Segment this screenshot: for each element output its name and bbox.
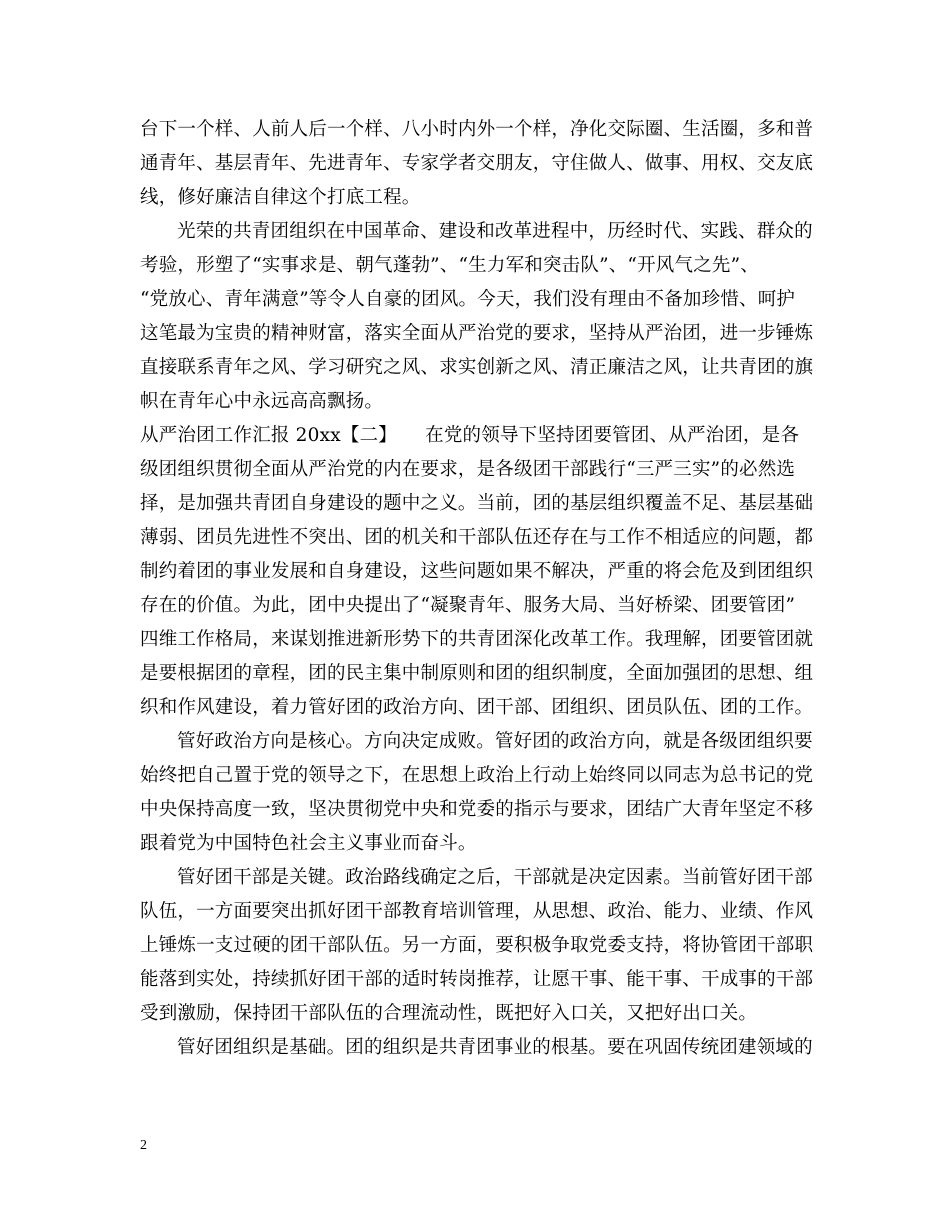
- text-line: 跟着党为中国特色社会主义事业而奋斗。: [140, 833, 477, 854]
- text-line: 制约着团的事业发展和自身建设，这些问题如果不解决，严重的将会危及到团组织: [140, 561, 814, 582]
- text-line: 存在的价值。为此，团中央提出了“凝聚青年、服务大局、当好桥梁、团要管团”: [140, 595, 796, 616]
- text-line: 直接联系青年之风、学习研究之风、求实创新之风、清正廉洁之风，让共青团的旗: [140, 357, 814, 378]
- paragraph: [140, 113, 812, 215]
- text-line: 上锤炼一支过硬的团干部队伍。另一方面，要积极争取党委支持，将协管团干部职: [140, 935, 814, 956]
- text-line: 始终把自己置于党的领导之下，在思想上政治上行动上始终同以同志为总书记的党: [140, 765, 814, 786]
- text-line: 考验，形塑了“实事求是、朝气蓬勃”、“生力军和突击队”、“开风气之先”、: [140, 255, 759, 276]
- text-line: 通青年、基层青年、先进青年、专家学者交朋友，守住做人、做事、用权、交友底: [140, 153, 814, 174]
- text-line: 帜在青年心中永远高高飘扬。: [140, 391, 384, 412]
- text-line: 线，修好廉洁自律这个打底工程。: [140, 187, 421, 208]
- text-line: 从严治团工作汇报 20xx【二】 在党的领导下坚持团要管团、从严治团，是各: [140, 425, 800, 446]
- text-line: 四维工作格局，来谋划推进新形势下的共青团深化改革工作。我理解，团要管团就: [140, 629, 814, 650]
- paragraph: [140, 215, 812, 419]
- page-number: 2: [140, 1138, 147, 1153]
- text-line: 中央保持高度一致，坚决贯彻党中央和党委的指示与要求，团结广大青年坚定不移: [140, 799, 814, 820]
- paragraph: [140, 1031, 812, 1065]
- text-line: 是要根据团的章程，团的民主集中制原则和团的组织制度，全面加强团的思想、组: [140, 663, 814, 684]
- text-line: 管好政治方向是核心。方向决定成败。管好团的政治方向，就是各级团组织要: [177, 731, 813, 752]
- text-line: 管好团组织是基础。团的组织是共青团事业的根基。要在巩固传统团建领域的: [177, 1037, 813, 1058]
- text-line: 级团组织贯彻全面从严治党的内在要求，是各级团干部践行“三严三实”的必然选: [140, 459, 796, 480]
- text-line: 择，是加强共青团自身建设的题中之义。当前，团的基层组织覆盖不足、基层基础: [140, 493, 814, 514]
- text-line: 能落到实处，持续抓好团干部的适时转岗推荐，让愿干事、能干事、干成事的干部: [140, 969, 814, 990]
- text-line: 管好团干部是关键。政治路线确定之后，干部就是决定因素。当前管好团干部: [177, 867, 813, 888]
- text-line: 台下一个样、人前人后一个样、八小时内外一个样，净化交际圈、生活圈，多和普: [140, 119, 814, 140]
- text-line: 这笔最为宝贵的精神财富，落实全面从严治党的要求，坚持从严治团，进一步锤炼: [140, 323, 814, 344]
- text-line: 受到激励，保持团干部队伍的合理流动性，既把好入口关，又把好出口关。: [140, 1003, 758, 1024]
- paragraph: [140, 419, 812, 725]
- paragraph: [140, 861, 812, 1031]
- text-line: “党放心、青年满意”等令人自豪的团风。今天，我们没有理由不备加珍惜、呵护: [140, 289, 796, 310]
- text-line: 光荣的共青团组织在中国革命、建设和改革进程中，历经时代、实践、群众的: [177, 221, 813, 242]
- text-line: 队伍，一方面要突出抓好团干部教育培训管理，从思想、政治、能力、业绩、作风: [140, 901, 814, 922]
- text-line: 织和作风建设，着力管好团的政治方向、团干部、团组织、团员队伍、团的工作。: [140, 697, 814, 718]
- paragraph: [140, 725, 812, 861]
- text-line: 薄弱、团员先进性不突出、团的机关和干部队伍还存在与工作不相适应的问题，都: [140, 527, 814, 548]
